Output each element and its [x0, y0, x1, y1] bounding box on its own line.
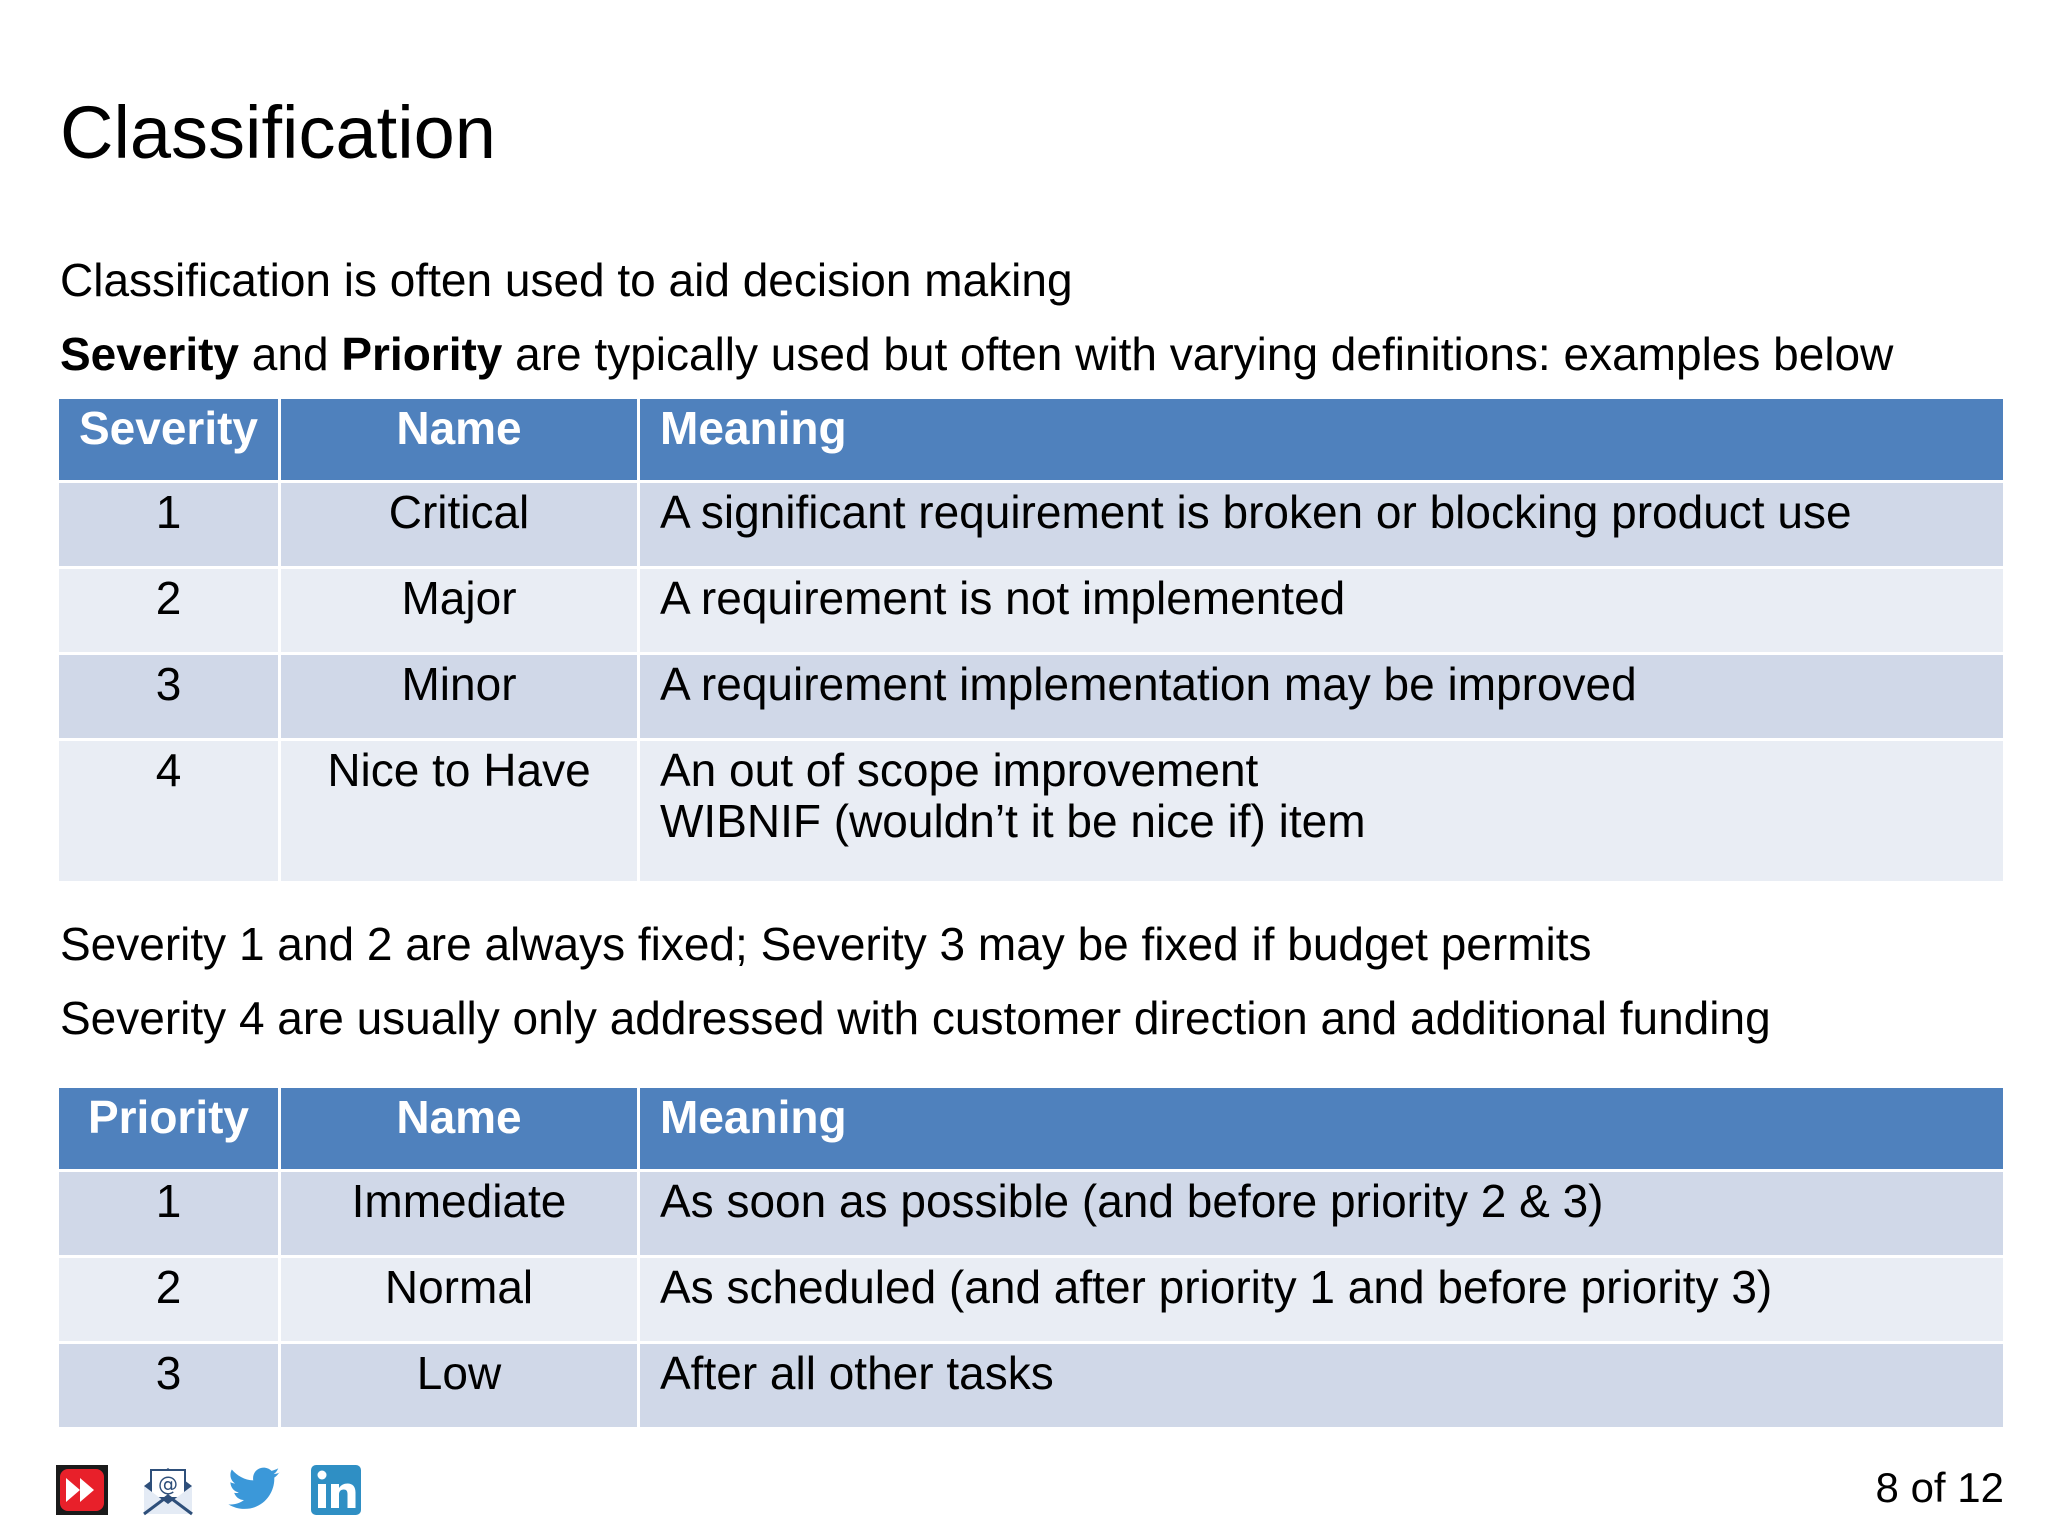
- priority-name: Immediate: [281, 1172, 637, 1255]
- priority-level: 2: [59, 1258, 278, 1341]
- severity-name: Major: [281, 569, 637, 652]
- svg-text:@: @: [158, 1472, 178, 1496]
- severity-level: 2: [59, 569, 278, 652]
- severity-level: 4: [59, 741, 278, 881]
- table-row: [59, 1172, 2003, 1255]
- table-row: [59, 655, 2003, 738]
- table-row: [59, 569, 2003, 652]
- table-row: [59, 1344, 2003, 1427]
- priority-level: 3: [59, 1344, 278, 1427]
- severity-meaning-line2: WIBNIF (wouldn’t it be nice if) item: [660, 795, 1366, 847]
- severity-term: Severity: [60, 328, 240, 380]
- priority-name: Normal: [281, 1258, 637, 1341]
- youtube-icon[interactable]: [56, 1462, 112, 1518]
- fix-policy-text: Severity 1 and 2 are always fixed; Severity 3 may be fixed if budget permits: [60, 918, 1592, 970]
- priority-level: 1: [59, 1172, 278, 1255]
- slide-title: Classification: [60, 91, 496, 174]
- priority-term: Priority: [341, 328, 503, 380]
- meaning-column-header: Meaning: [640, 1088, 2003, 1169]
- table-header-row: [59, 1088, 2003, 1169]
- funding-policy-text: Severity 4 are usually only addressed with customer direction and additional funding: [60, 992, 1771, 1044]
- table-row: [59, 1258, 2003, 1341]
- severity-meaning-line1: An out of scope improvement: [660, 744, 1259, 796]
- severity-meaning: A requirement implementation may be improved: [640, 655, 2003, 738]
- severity-meaning: A significant requirement is broken or blocking product use: [640, 483, 2003, 566]
- email-icon[interactable]: [140, 1462, 196, 1518]
- priority-table: [56, 1085, 2006, 1430]
- severity-column-header: Severity: [59, 399, 278, 480]
- intro-text: Classification is often used to aid decision making: [60, 254, 1073, 306]
- table-header-row: [59, 399, 2003, 480]
- name-column-header: Name: [281, 1088, 637, 1169]
- social-links: [56, 1462, 364, 1518]
- definitions-and: and: [239, 328, 342, 380]
- page-number: 8 of 12: [1875, 1464, 2004, 1511]
- definitions-text: [60, 326, 1893, 382]
- table-row: [59, 741, 2003, 881]
- severity-name: Nice to Have: [281, 741, 637, 881]
- table-row: [59, 483, 2003, 566]
- severity-level: 3: [59, 655, 278, 738]
- priority-meaning: As scheduled (and after priority 1 and before priority 3): [640, 1258, 2003, 1341]
- priority-meaning: After all other tasks: [640, 1344, 2003, 1427]
- severity-level: 1: [59, 483, 278, 566]
- meaning-column-header: Meaning: [640, 399, 2003, 480]
- severity-meaning: A requirement is not implemented: [640, 569, 2003, 652]
- priority-name: Low: [281, 1344, 637, 1427]
- twitter-icon[interactable]: [224, 1462, 280, 1518]
- priority-meaning: As soon as possible (and before priority 2 & 3): [640, 1172, 2003, 1255]
- name-column-header: Name: [281, 399, 637, 480]
- severity-table: [56, 396, 2006, 884]
- severity-meaning: [640, 741, 2003, 881]
- linkedin-icon[interactable]: [308, 1462, 364, 1518]
- definitions-rest: are typically used but often with varying definitions: examples below: [502, 328, 1894, 380]
- severity-name: Critical: [281, 483, 637, 566]
- priority-column-header: Priority: [59, 1088, 278, 1169]
- severity-name: Minor: [281, 655, 637, 738]
